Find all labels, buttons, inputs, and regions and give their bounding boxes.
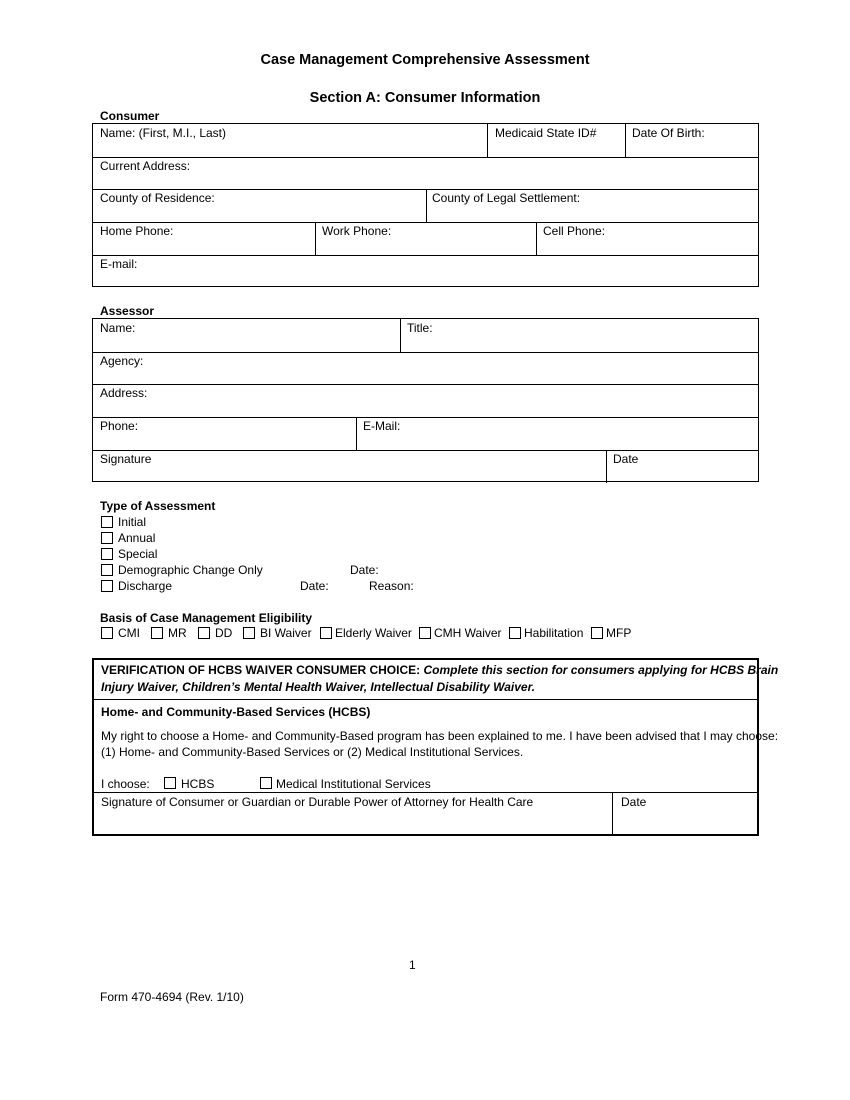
assessor-name-field[interactable]: Name: <box>100 321 136 335</box>
consumer-table <box>92 123 759 287</box>
initial-checkbox[interactable] <box>101 516 113 528</box>
consumer-heading: Consumer <box>100 109 160 123</box>
cmh-waiver-checkbox[interactable] <box>419 627 431 639</box>
mr-label: MR <box>168 626 187 640</box>
cell-phone-field[interactable]: Cell Phone: <box>543 224 606 238</box>
cmi-checkbox[interactable] <box>101 627 113 639</box>
medicaid-id-field[interactable]: Medicaid State ID# <box>495 126 597 140</box>
bi-waiver-label: BI Waiver <box>260 626 312 640</box>
verification-instructions-line2: Injury Waiver, Children’s Mental Health Waiver, Intellectual Disability Waiver. <box>101 680 535 694</box>
hcbs-paragraph-line1: My right to choose a Home- and Community-Based program has been explained to me. I have been advised that I may choose: <box>101 729 779 743</box>
mfp-checkbox[interactable] <box>591 627 603 639</box>
mr-checkbox[interactable] <box>151 627 163 639</box>
agency-field[interactable]: Agency: <box>100 354 144 368</box>
county-legal-field[interactable]: County of Legal Settlement: <box>432 191 581 205</box>
hcbs-paragraph-line2: (1) Home- and Community-Based Services or (2) Medical Institutional Services. <box>101 745 524 759</box>
special-checkbox[interactable] <box>101 548 113 560</box>
page-number: 1 <box>409 958 416 972</box>
discharge-label: Discharge <box>118 579 173 593</box>
dd-checkbox[interactable] <box>198 627 210 639</box>
eligibility-heading: Basis of Case Management Eligibility <box>100 611 313 625</box>
form-number: Form 470-4694 (Rev. 1/10) <box>100 990 244 1004</box>
hcbs-heading: Home- and Community-Based Services (HCBS) <box>101 705 371 719</box>
work-phone-field[interactable]: Work Phone: <box>322 224 392 238</box>
discharge-reason-field[interactable]: Reason: <box>369 579 414 593</box>
verification-header <box>101 663 779 677</box>
consumer-email-field[interactable]: E-mail: <box>100 257 138 271</box>
consumer-address-field[interactable]: Current Address: <box>100 159 191 173</box>
cmi-label: CMI <box>118 626 140 640</box>
hcbs-checkbox[interactable] <box>164 777 176 789</box>
home-phone-field[interactable]: Home Phone: <box>100 224 174 238</box>
initial-label: Initial <box>118 515 147 529</box>
discharge-checkbox[interactable] <box>101 580 113 592</box>
verification-instructions: Complete this section for consumers applying for HCBS Brain <box>420 663 779 677</box>
annual-checkbox[interactable] <box>101 532 113 544</box>
hcbs-option-label: HCBS <box>181 777 215 791</box>
consumer-name-field[interactable]: Name: (First, M.I., Last) <box>100 126 227 140</box>
section-title: Section A: Consumer Information <box>309 90 541 106</box>
consumer-signature-field[interactable]: Signature of Consumer or Guardian or Durable Power of Attorney for Health Care <box>101 795 534 809</box>
assessor-address-field[interactable]: Address: <box>100 386 148 400</box>
dd-label: DD <box>215 626 233 640</box>
demographic-change-checkbox[interactable] <box>101 564 113 576</box>
verification-box <box>92 658 779 836</box>
assessor-heading: Assessor <box>100 304 155 318</box>
i-choose-label: I choose: <box>101 777 150 791</box>
mfp-label: MFP <box>606 626 632 640</box>
habilitation-label: Habilitation <box>524 626 584 640</box>
assessor-title-field[interactable]: Title: <box>407 321 433 335</box>
dob-field[interactable]: Date Of Birth: <box>632 126 705 140</box>
annual-label: Annual <box>118 531 156 545</box>
assessor-email-field[interactable]: E-Mail: <box>363 419 401 433</box>
county-residence-field[interactable]: County of Residence: <box>100 191 215 205</box>
form-title: Case Management Comprehensive Assessment <box>260 52 590 68</box>
assessor-table <box>92 318 759 482</box>
elderly-waiver-label: Elderly Waiver <box>335 626 412 640</box>
verification-lead: VERIFICATION OF HCBS WAIVER CONSUMER CHOICE: <box>101 663 421 677</box>
consumer-signature-date-field[interactable]: Date <box>621 795 647 809</box>
special-label: Special <box>118 547 158 561</box>
assessor-phone-field[interactable]: Phone: <box>100 419 139 433</box>
habilitation-checkbox[interactable] <box>509 627 521 639</box>
demographic-date-field[interactable]: Date: <box>350 563 379 577</box>
assessor-date-field[interactable]: Date <box>613 452 639 466</box>
assessor-signature-field[interactable]: Signature <box>100 452 152 466</box>
elderly-waiver-checkbox[interactable] <box>320 627 332 639</box>
bi-waiver-checkbox[interactable] <box>243 627 255 639</box>
medical-institutional-label: Medical Institutional Services <box>276 777 431 791</box>
cmh-waiver-label: CMH Waiver <box>434 626 502 640</box>
medical-institutional-checkbox[interactable] <box>260 777 272 789</box>
discharge-date-field[interactable]: Date: <box>300 579 329 593</box>
assessment-type-heading: Type of Assessment <box>100 499 216 513</box>
demographic-change-label: Demographic Change Only <box>118 563 263 577</box>
